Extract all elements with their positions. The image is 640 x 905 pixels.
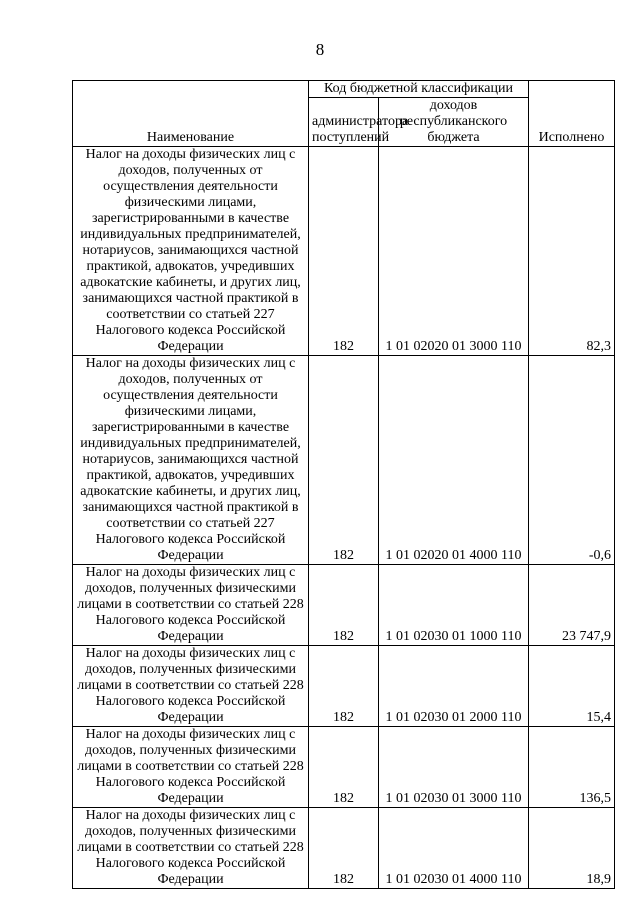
table-row [73,565,615,646]
row-executed: 23 747,9 [529,565,615,646]
row-income-code: 1 01 02030 01 3000 110 [379,727,529,808]
row-executed: 136,5 [529,727,615,808]
row-admin-code: 182 [309,808,379,889]
row-name: Налог на доходы физических лиц с доходов, полученных физическими лицами в соответствии со статьей 228 Налогового кодекса Российской Федерации [73,808,309,889]
row-executed: -0,6 [529,356,615,565]
header-income: доходов республиканского бюджета [379,98,529,147]
budget-table [72,80,615,889]
header-admin: администратора поступлений [309,98,379,147]
row-name: Налог на доходы физических лиц с доходов, полученных физическими лицами в соответствии со статьей 228 Налогового кодекса Российской Федерации [73,646,309,727]
row-name: Налог на доходы физических лиц с доходов, полученных от осуществления деятельности физическими лицами, зарегистрированными в качестве индивидуальных предпринимателей, нотариусов, занимающихся частной практикой, адвокатов, учредивших адвокатские кабинеты, и других лиц, занимающихся частной практикой в соответствии со статьей 227 Налогового кодекса Российской Федерации [73,147,309,356]
row-name: Налог на доходы физических лиц с доходов, полученных от осуществления деятельности физическими лицами, зарегистрированными в качестве индивидуальных предпринимателей, нотариусов, занимающихся частной практикой, адвокатов, учредивших адвокатские кабинеты, и других лиц, занимающихся частной практикой в соответствии со статьей 227 Налогового кодекса Российской Федерации [73,356,309,565]
row-name: Налог на доходы физических лиц с доходов, полученных физическими лицами в соответствии со статьей 228 Налогового кодекса Российской Федерации [73,727,309,808]
table-row [73,147,615,356]
header-name: Наименование [73,81,309,147]
row-executed: 82,3 [529,147,615,356]
table-row [73,356,615,565]
row-name: Налог на доходы физических лиц с доходов, полученных физическими лицами в соответствии со статьей 228 Налогового кодекса Российской Федерации [73,565,309,646]
page-number: 8 [315,40,325,59]
row-admin-code: 182 [309,565,379,646]
row-admin-code: 182 [309,147,379,356]
row-income-code: 1 01 02030 01 1000 110 [379,565,529,646]
row-income-code: 1 01 02020 01 3000 110 [379,147,529,356]
table-row [73,646,615,727]
row-admin-code: 182 [309,727,379,808]
table-header [73,81,615,147]
row-admin-code: 182 [309,646,379,727]
table-row [73,808,615,889]
row-income-code: 1 01 02030 01 2000 110 [379,646,529,727]
row-executed: 15,4 [529,646,615,727]
row-income-code: 1 01 02030 01 4000 110 [379,808,529,889]
row-executed: 18,9 [529,808,615,889]
row-income-code: 1 01 02020 01 4000 110 [379,356,529,565]
header-code-group: Код бюджетной классификации [309,81,529,98]
row-admin-code: 182 [309,356,379,565]
header-executed: Исполнено [529,81,615,147]
table-row [73,727,615,808]
